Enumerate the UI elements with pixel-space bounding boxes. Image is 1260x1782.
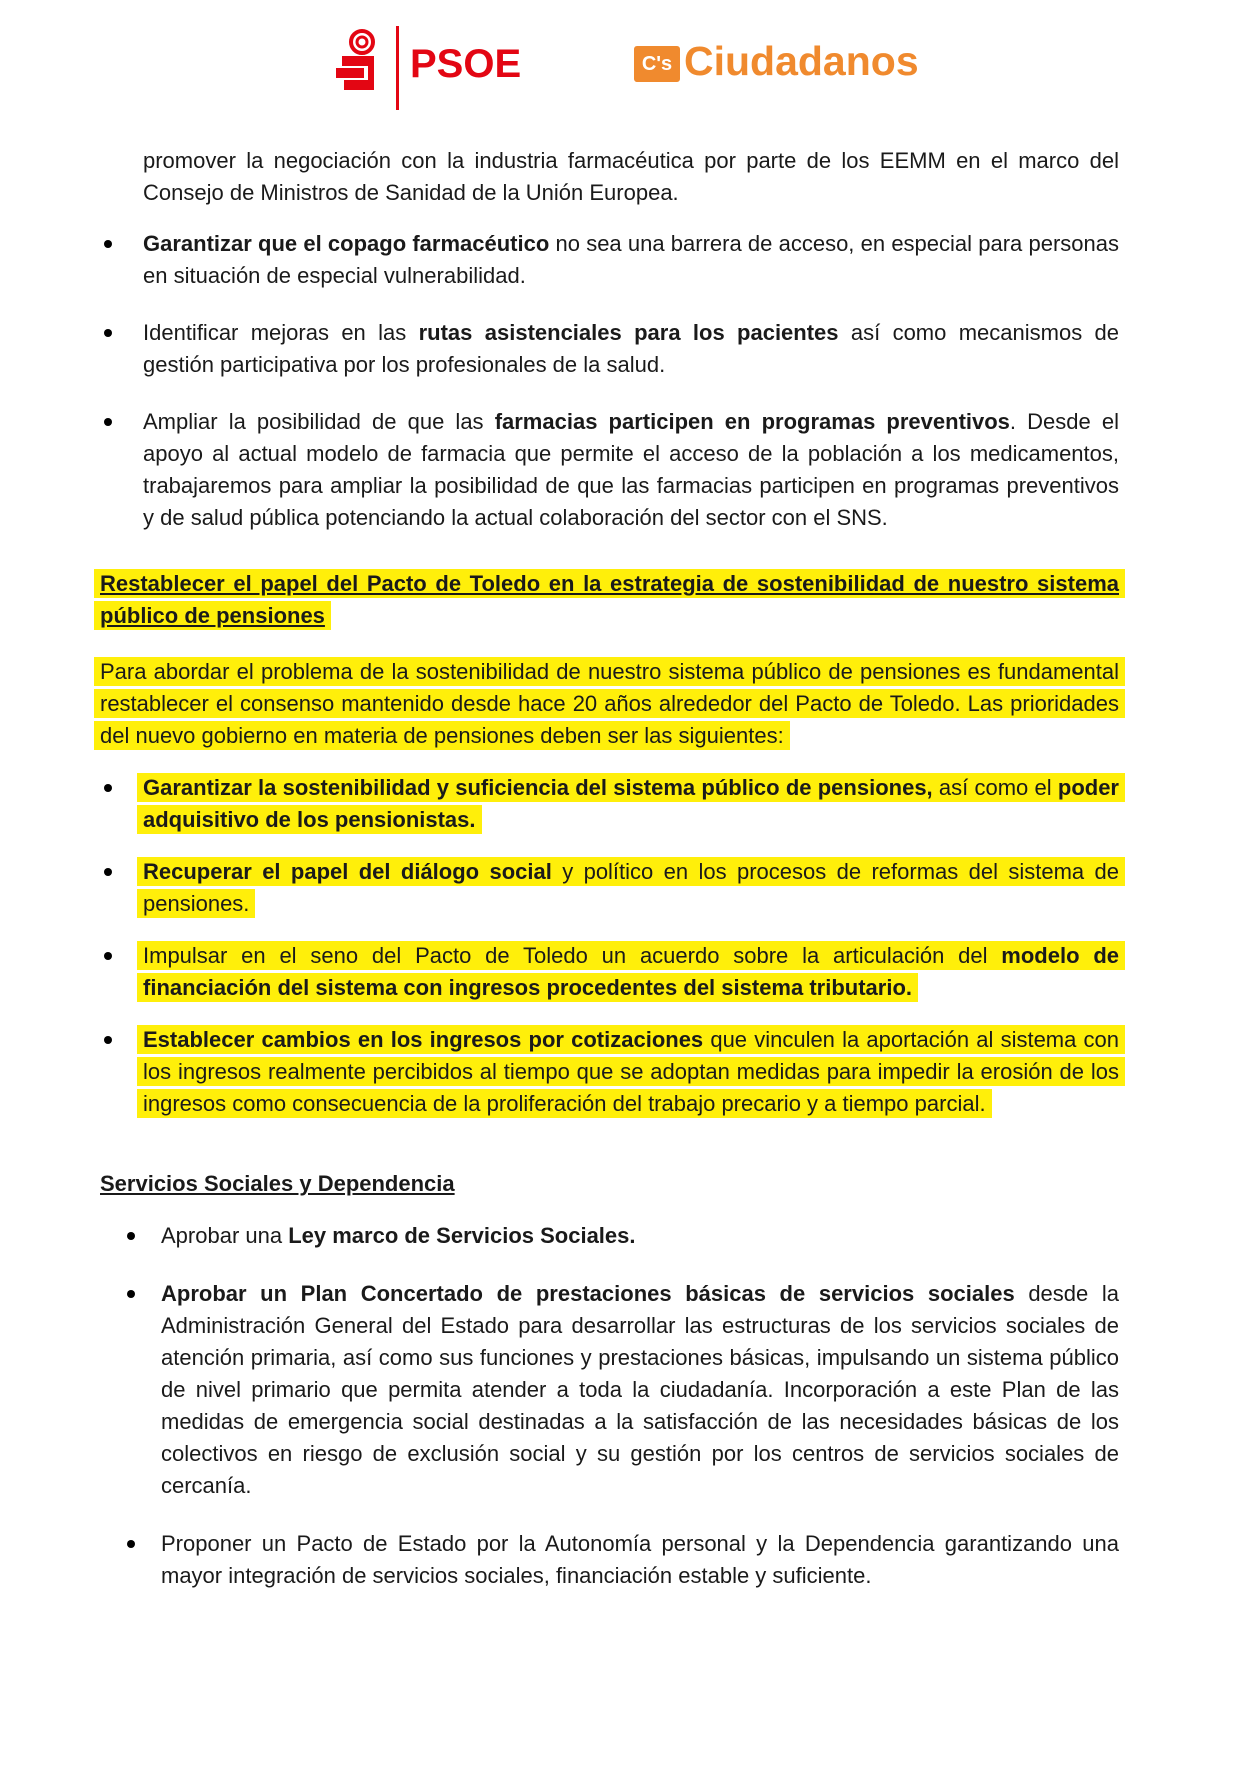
page-header (0, 22, 1260, 112)
bullet-icon (104, 329, 112, 337)
list-item: Ampliar la posibilidad de que las farmacias participen en programas preventivos. Desde el apoyo al actual modelo de farmacia que permite el acceso de la población a los medicamentos, trabajaremos para ampliar la posibilidad de que las farmacias participen en programas preventivos y de salud pública potenciando la actual colaboración del sector con el SNS. (143, 406, 1119, 534)
bullet-icon (127, 1540, 135, 1548)
bullet-icon (127, 1232, 135, 1240)
bullet-icon (127, 1290, 135, 1298)
list-item: Garantizar la sostenibilidad y suficiencia del sistema público de pensiones, así como el poder adquisitivo de los pensionistas. (143, 772, 1119, 836)
bullet-icon (104, 784, 112, 792)
psoe-divider (396, 26, 399, 110)
bullet-icon (104, 240, 112, 248)
list-item: Aprobar un Plan Concertado de prestaciones básicas de servicios sociales desde la Administración General del Estado para desarrollar las estructuras de los servicios sociales de atención primaria, así como sus funciones y prestaciones básicas, impulsando un sistema público de nivel primario que permita atender a toda la ciudadanía. Incorporación a este Plan de las medidas de emergencia social destinadas a la satisfacción de las necesidades básicas de los colectivos en riesgo de exclusión social y su gestión por los centros de servicios sociales de cercanía. (161, 1278, 1119, 1502)
ciudadanos-logo-text: Ciudadanos (684, 38, 919, 84)
pensions-intro: Para abordar el problema de la sostenibilidad de nuestro sistema público de pensiones es fundamental restablecer el consenso mantenido desde hace 20 años alrededor del Pacto de Toledo. Las prioridades del nuevo gobierno en materia de pensiones deben ser las siguientes: (100, 656, 1119, 752)
list-item: Identificar mejoras en las rutas asistenciales para los pacientes así como mecanismos de gestión participativa por los profesionales de la salud. (143, 317, 1119, 381)
ciudadanos-badge: C's (634, 46, 680, 82)
list-item: Proponer un Pacto de Estado por la Autonomía personal y la Dependencia garantizando una mayor integración de servicios sociales, financiación estable y suficiente. (161, 1528, 1119, 1592)
list-item: Garantizar que el copago farmacéutico no sea una barrera de acceso, en especial para personas en situación de especial vulnerabilidad. (143, 228, 1119, 292)
list-item: Impulsar en el seno del Pacto de Toledo un acuerdo sobre la articulación del modelo de financiación del sistema con ingresos procedentes del sistema tributario. (143, 940, 1119, 1004)
list-item: Establecer cambios en los ingresos por cotizaciones que vinculen la aportación al sistema con los ingresos realmente percibidos al tiempo que se adoptan medidas para impedir la erosión de los ingresos como consecuencia de la proliferación del trabajo precario y a tiempo parcial. (143, 1024, 1119, 1120)
psoe-rose-logo (334, 26, 382, 96)
bullet-icon (104, 1036, 112, 1044)
list-item: Recuperar el papel del diálogo social y político en los procesos de reformas del sistema de pensiones. (143, 856, 1119, 920)
section-title-social: Servicios Sociales y Dependencia (100, 1171, 455, 1196)
psoe-logo-text: PSOE (410, 42, 522, 86)
list-item: Aprobar una Ley marco de Servicios Sociales. (161, 1220, 1119, 1252)
bullet-icon (104, 868, 112, 876)
continuation-paragraph: promover la negociación con la industria farmacéutica por parte de los EEMM en el marco del Consejo de Ministros de Sanidad de la Unión Europea. (143, 148, 1119, 205)
bullet-icon (104, 418, 112, 426)
bullet-icon (104, 952, 112, 960)
document-body (0, 145, 1260, 1592)
section-title-pensions: Restablecer el papel del Pacto de Toledo en la estrategia de sostenibilidad de nuestro sistema público de pensiones (100, 568, 1119, 632)
